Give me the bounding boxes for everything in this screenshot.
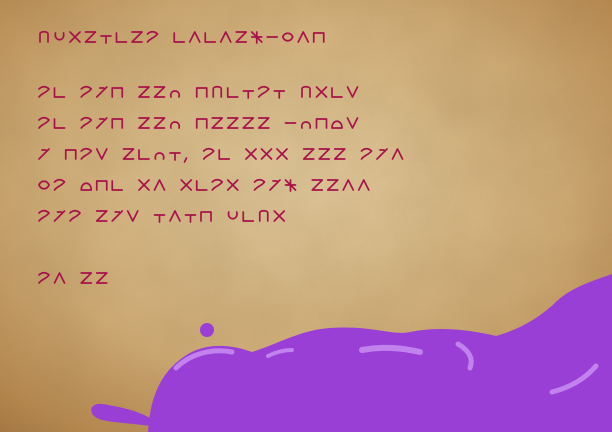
slime-droplet	[200, 323, 214, 337]
